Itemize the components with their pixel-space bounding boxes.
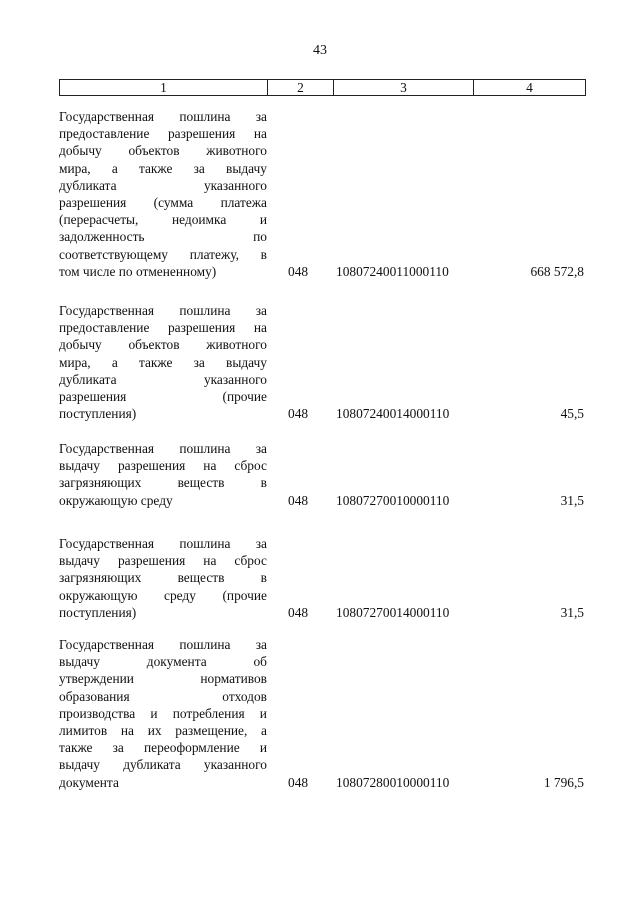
description-line [59,457,267,474]
description-line [59,774,267,791]
description-word: животного [206,143,267,159]
description-word: за [255,109,267,124]
description-word: за [193,160,205,176]
description-line [59,319,267,336]
description-word: мира, [59,160,91,176]
description-line [59,552,267,569]
description-line [59,670,267,687]
description-word: мира, [59,354,91,370]
description-word: сброс [234,553,267,569]
description-word: пошлина [179,441,231,456]
description-word: за [255,536,267,551]
description-word: об [253,654,267,670]
row-kbk-code: 10807270010000110 [336,492,450,508]
description-word: окружающую среду [59,492,173,508]
header-col-4: 4 [526,80,533,95]
description-word: переоформление [144,740,240,756]
description-word: Государственная [59,637,155,652]
row-description [59,108,267,280]
row-kbk-code: 10807240011000110 [336,263,449,279]
description-word: объектов [128,143,180,159]
description-line [59,405,267,422]
description-word: за [255,303,267,318]
row-description [59,636,267,791]
description-word: загрязняющих [59,475,142,491]
description-word: разрешения [59,195,127,211]
description-word: платежу, [189,246,239,262]
description-word: на [203,458,217,474]
description-word: в [260,246,267,262]
description-word: среду [164,587,196,603]
description-word: разрешения [59,389,127,405]
header-col-1: 1 [60,80,268,95]
description-line [59,535,267,552]
description-line [59,177,267,194]
description-word: выдачу [59,654,100,670]
description-line [59,653,267,670]
description-word: Государственная [59,441,155,456]
description-line [59,739,267,756]
description-word: в [260,570,267,586]
description-word: (прочие [222,587,267,603]
row-kbk-code: 10807240014000110 [336,406,450,422]
description-word: лимитов [59,723,108,739]
description-word: (перерасчеты, [59,212,139,228]
description-word: Государственная [59,536,155,551]
description-line [59,160,267,177]
description-word: поступления) [59,406,137,422]
description-word: предоставление [59,126,150,142]
description-line [59,604,267,621]
description-word: пошлина [179,303,231,318]
description-word: пошлина [179,637,231,652]
description-word: размещение, [175,723,248,739]
description-word: окружающую [59,587,138,603]
description-word: веществ [177,570,225,586]
description-word: их [147,723,162,739]
description-line [59,388,267,405]
row-kbk-code: 10807280010000110 [336,774,450,790]
description-word: поступления) [59,604,137,620]
description-line [59,688,267,705]
row-amount: 45,5 [560,406,584,422]
description-word: документа [146,654,207,670]
description-word: дубликата [59,177,117,193]
description-word: в [260,475,267,491]
description-line [59,142,267,159]
description-word: дубликата [123,757,181,773]
description-word: разрешения [167,126,236,142]
description-word: (сумма [153,195,194,211]
description-word: пошлина [179,109,231,124]
description-word: а [111,354,118,370]
row-amount: 668 572,8 [530,263,584,279]
description-word: и [259,212,267,228]
description-word: отходов [222,688,267,704]
description-word: разрешения [167,320,236,336]
table-header [59,79,586,96]
row-amount: 31,5 [560,492,584,508]
description-word: указанного [203,177,267,193]
description-word: а [261,723,267,739]
description-word: также [59,740,93,756]
description-word: соответствующему [59,246,168,262]
description-word: предоставление [59,320,150,336]
description-word: на [253,126,267,142]
row-code: 048 [288,263,309,279]
description-line [59,569,267,586]
description-word: разрешения [117,553,186,569]
description-word: недоимка [171,212,227,228]
description-word: также [138,354,173,370]
description-line [59,705,267,722]
description-word: сброс [234,458,267,474]
row-description [59,440,267,509]
row-code: 048 [288,492,309,508]
description-word: образования [59,688,130,704]
description-word: дубликата [59,371,117,387]
row-code: 048 [288,604,309,620]
description-word: за [255,637,267,652]
description-line [59,636,267,653]
description-line [59,756,267,773]
description-line [59,336,267,353]
description-word: нормативов [200,671,267,687]
description-word: выдачу [59,458,100,474]
description-word: объектов [128,337,180,353]
description-word: платежа [220,195,267,211]
description-word: за [193,354,205,370]
description-line [59,108,267,125]
description-word: добычу [59,337,102,353]
description-word: животного [206,337,267,353]
description-word: выдачу [59,757,100,773]
description-line [59,263,267,280]
description-word: разрешения [117,458,186,474]
description-line [59,587,267,604]
description-line [59,211,267,228]
description-word: за [112,740,124,756]
description-word: выдачу [226,160,267,176]
page-number: 43 [313,43,327,58]
description-word: по [253,229,267,245]
description-word: на [203,553,217,569]
row-amount: 31,5 [560,604,584,620]
description-word: и [150,705,158,721]
description-word: также [138,160,173,176]
description-line [59,194,267,211]
description-word: указанного [203,371,267,387]
description-line [59,246,267,263]
description-word: и [259,740,267,756]
description-line [59,474,267,491]
description-word: (прочие [222,389,267,405]
description-word: на [253,320,267,336]
description-line [59,228,267,245]
description-word: выдачу [226,354,267,370]
description-word: утверждении [59,671,134,687]
description-word: задолженность [59,229,145,245]
header-col-3: 3 [334,80,474,95]
description-word: том числе по отмененному) [59,263,217,279]
description-line [59,492,267,509]
description-word: указанного [203,757,267,773]
description-word: потребления [172,705,245,721]
description-line [59,302,267,319]
description-line [59,440,267,457]
description-word: и [259,705,267,721]
description-line [59,722,267,739]
description-word: Государственная [59,109,155,124]
description-word: выдачу [59,553,100,569]
row-description [59,302,267,422]
description-word: на [120,723,135,739]
description-word: а [111,160,118,176]
description-word: загрязняющих [59,570,142,586]
row-description [59,535,267,621]
description-word: веществ [177,475,225,491]
description-word: за [255,441,267,456]
row-code: 048 [288,774,309,790]
row-amount: 1 796,5 [543,774,584,790]
description-line [59,125,267,142]
row-code: 048 [288,406,309,422]
description-line [59,354,267,371]
description-word: документа [59,774,119,790]
header-col-2: 2 [268,80,334,95]
description-word: Государственная [59,303,155,318]
description-word: добычу [59,143,102,159]
description-line [59,371,267,388]
description-word: пошлина [179,536,231,551]
description-word: производства [59,705,136,721]
row-kbk-code: 10807270014000110 [336,604,450,620]
